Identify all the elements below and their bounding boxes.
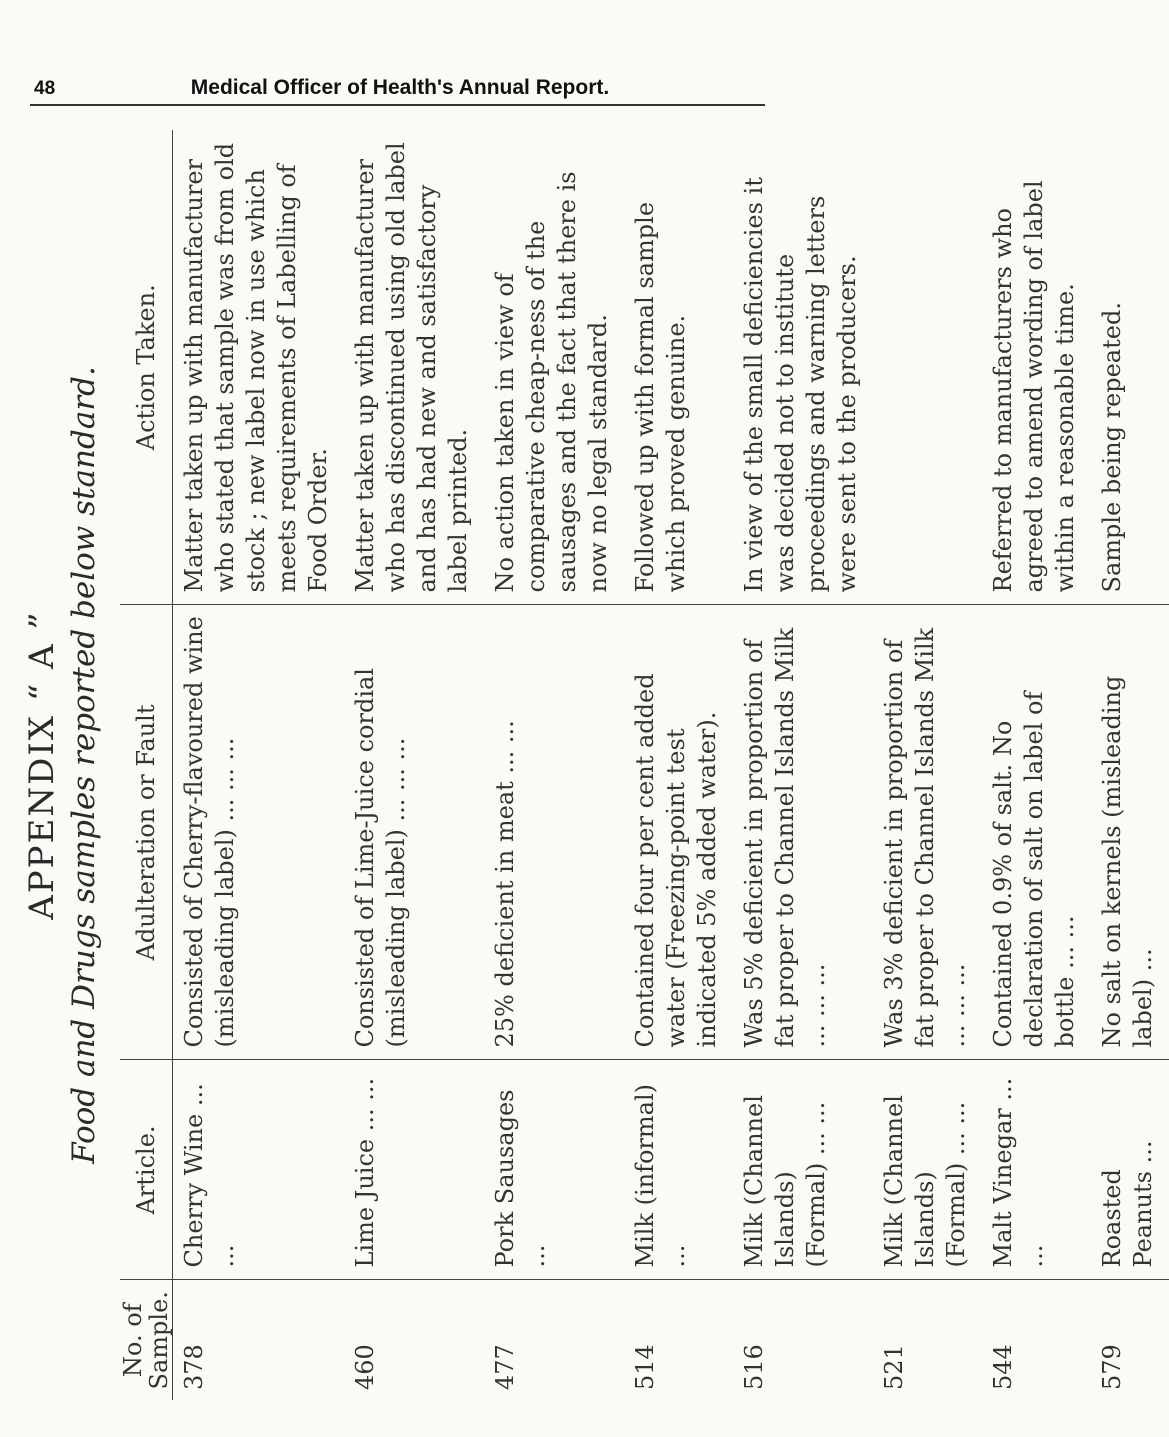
article-cell: Lime Juice ... ... xyxy=(344,1060,484,1280)
page-number: 48 xyxy=(34,78,56,99)
action-cell xyxy=(873,130,982,605)
header-article: Article. xyxy=(120,1060,173,1280)
appendix-title: APPENDIX “ A ” xyxy=(22,610,62,920)
table-title: Food and Drugs samples reported below standard. xyxy=(66,366,102,1164)
fault-cell: 25% deficient in meat ... ... xyxy=(484,605,624,1060)
action-cell: Followed up with formal sample which proved genuine. xyxy=(624,130,733,605)
sample-number: 378 xyxy=(180,1344,208,1390)
article-cell: Milk (Channel Islands) (Formal) ... ... xyxy=(733,1060,873,1280)
fault-cell: Was 3% deficient in proportion of fat proper to Channel Islands Milk ... ... ... xyxy=(873,605,982,1060)
running-title: Medical Officer of Health's Annual Report. xyxy=(190,76,610,99)
table-row xyxy=(344,130,484,1400)
header-row xyxy=(120,130,173,1400)
sample-number: 460 xyxy=(351,1344,379,1390)
table-row xyxy=(873,130,982,1400)
sample-number: 516 xyxy=(740,1344,768,1390)
header-rule xyxy=(30,104,765,106)
table-row xyxy=(733,130,873,1400)
header-action: Action Taken. xyxy=(120,130,173,605)
action-cell: Sample being repeated. xyxy=(1091,130,1169,605)
action-cell: Matter taken up with manufacturer who stated that sample was from old stock ; new label now in use which meets requirements of Labelling of Food Order. xyxy=(173,130,345,605)
action-cell: Matter taken up with manufacturer who has discontinued using old label and has had new and satisfactory label printed. xyxy=(344,130,484,605)
action-cell: No action taken in view of comparative cheap-ness of the sausages and the fact that there is now no legal standard. xyxy=(484,130,624,605)
fault-cell: Consisted of Cherry-flavoured wine (misleading label) ... ... ... xyxy=(173,605,345,1060)
fault-cell: No salt on kernels (misleading label) ... xyxy=(1091,605,1169,1060)
action-cell: Referred to manufacturers who agreed to amend wording of label within a reasonable time. xyxy=(982,130,1091,605)
article-cell: Milk (informal) ... xyxy=(624,1060,733,1280)
titles xyxy=(0,130,120,1400)
rotated-table-block xyxy=(0,130,1157,1400)
action-cell: In view of the small deficiencies it was decided not to institute proceedings and warning letters were sent to the producers. xyxy=(733,130,873,605)
table-row xyxy=(1091,130,1169,1400)
fault-cell: Was 5% deficient in proportion of fat proper to Channel Islands Milk ... ... ... xyxy=(733,605,873,1060)
article-cell: Pork Sausages ... xyxy=(484,1060,624,1280)
fault-cell: Contained four per cent added water (Freezing-point test indicated 5% added water). xyxy=(624,605,733,1060)
sample-number: 579 xyxy=(1098,1344,1126,1390)
samples-table xyxy=(120,130,1169,1400)
header-fault: Adulteration or Fault xyxy=(120,605,173,1060)
table-row xyxy=(624,130,733,1400)
header-no-line1: No. of xyxy=(119,1303,147,1378)
article-cell: Roasted Peanuts ... xyxy=(1091,1060,1169,1280)
page-header xyxy=(0,0,800,110)
article-cell: Malt Vinegar ... ... xyxy=(982,1060,1091,1280)
fault-cell: Contained 0.9% of salt. No declaration of salt on label of bottle ... ... xyxy=(982,605,1091,1060)
fault-cell: Consisted of Lime-Juice cordial (misleading label) ... ... ... xyxy=(344,605,484,1060)
sample-number: 521 xyxy=(880,1344,908,1390)
sample-number: 477 xyxy=(491,1344,519,1390)
article-cell: Milk (Channel Islands) (Formal) ... ... xyxy=(873,1060,982,1280)
sample-number: 544 xyxy=(989,1344,1017,1390)
header-no-line2: Sample. xyxy=(145,1291,173,1390)
sample-number: 514 xyxy=(631,1344,659,1390)
table-row xyxy=(173,130,345,1400)
table-row xyxy=(982,130,1091,1400)
header-no xyxy=(120,1280,173,1400)
article-cell: Cherry Wine ... ... xyxy=(173,1060,345,1280)
table-row xyxy=(484,130,624,1400)
